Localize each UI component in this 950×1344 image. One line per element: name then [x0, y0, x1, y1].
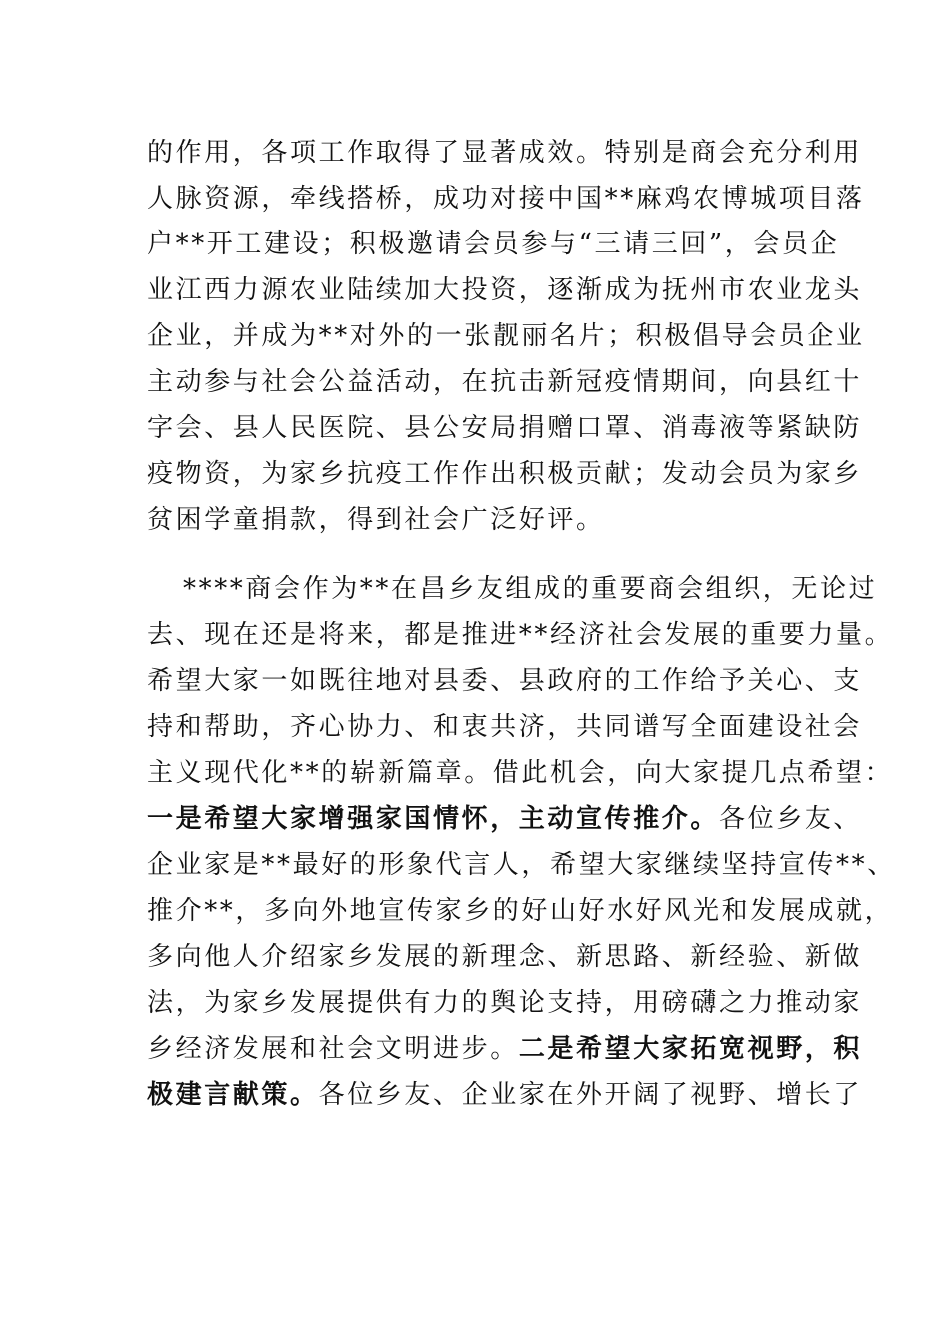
paragraph-2-line-5: 主义现代化**的崭新篇章。借此机会，向大家提几点希望：: [147, 758, 894, 788]
paragraph-1-line-7: 字会、县人民医院、县公安局捐赠口罩、消毒液等紧缺防: [147, 413, 863, 443]
paragraph-1-line-6: 主动参与社会公益活动，在抗击新冠疫情期间，向县红十: [147, 367, 863, 397]
paragraph-2-line-10: 法，为家乡发展提供有力的舆论支持，用磅礴之力推动家: [147, 988, 863, 1018]
paragraph-1-line-2: 人脉资源，牵线搭桥，成功对接中国**麻鸡农博城项目落: [147, 184, 865, 214]
point-one-conclusion: 乡经济发展和社会文明进步。: [147, 1034, 519, 1064]
paragraph-1-line-1: 的作用，各项工作取得了显著成效。特别是商会充分利用: [147, 138, 863, 168]
point-two-heading-end: 极建言献策。: [147, 1080, 319, 1110]
point-two-heading-start: 二是希望大家拓宽视野，积: [518, 1034, 863, 1064]
paragraph-2-line-12: [147, 1079, 862, 1111]
paragraph-2-line-3: 希望大家一如既往地对县委、县政府的工作给予关心、支: [147, 666, 863, 696]
paragraph-1-line-4: 业江西力源农业陆续加大投资，逐渐成为抚州市农业龙头: [147, 275, 863, 305]
point-one-text: 各位乡友、: [719, 804, 863, 834]
paragraph-2-line-6: [147, 803, 862, 835]
paragraph-2-line-7: 企业家是**最好的形象代言人，希望大家继续坚持宣传**、: [147, 850, 896, 880]
paragraph-2-line-1: ****商会作为**在昌乡友组成的重要商会组织，无论过: [183, 574, 878, 604]
paragraph-1-line-5: 企业，并成为**对外的一张靓丽名片；积极倡导会员企业: [147, 321, 865, 351]
paragraph-2-line-2: 去、现在还是将来，都是推进**经济社会发展的重要力量。: [147, 620, 894, 650]
paragraph-2-line-9: 多向他人介绍家乡发展的新理念、新思路、新经验、新做: [147, 942, 863, 972]
paragraph-1-line-3: 户**开工建设；积极邀请会员参与“三请三回”，会员企: [147, 229, 840, 259]
paragraph-1-line-8: 疫物资，为家乡抗疫工作作出积极贡献；发动会员为家乡: [147, 459, 863, 489]
paragraph-2-line-11: [147, 1033, 862, 1065]
paragraph-1-line-9: 贫困学童捐款，得到社会广泛好评。: [147, 505, 605, 535]
paragraph-2-line-4: 持和帮助，齐心协力、和衷共济，共同谱写全面建设社会: [147, 712, 863, 742]
point-one-heading: 一是希望大家增强家国情怀，主动宣传推介。: [147, 804, 720, 834]
paragraph-2-line-8: 推介**，多向外地宣传家乡的好山好水好风光和发展成就，: [147, 896, 894, 926]
point-two-text: 各位乡友、企业家在外开阔了视野、增长了: [318, 1080, 863, 1110]
